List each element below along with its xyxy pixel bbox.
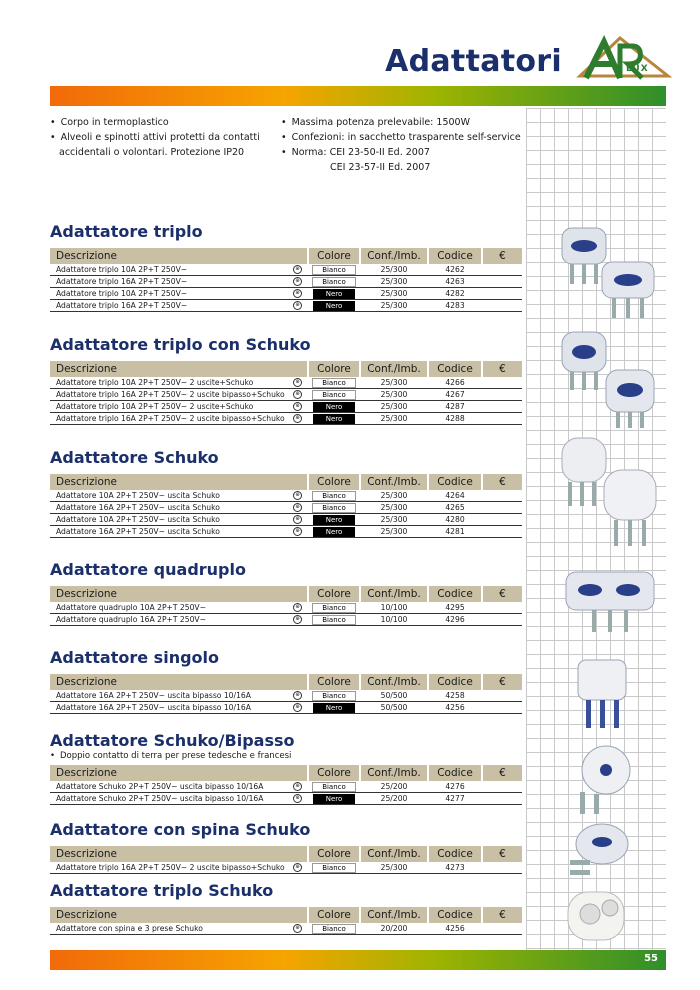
- table-row: [50, 526, 522, 538]
- row-conf: 25/300: [360, 526, 428, 538]
- description-text: Adattatore Schuko 2P+T 250V~ uscita bipasso 10/16A: [56, 782, 264, 791]
- table-row: [50, 300, 522, 312]
- row-color: [308, 377, 360, 389]
- brand-logo: [576, 32, 672, 82]
- row-conf: 25/300: [360, 401, 428, 413]
- product-image-singolo: [572, 656, 632, 732]
- row-conf: 25/300: [360, 264, 428, 276]
- page-title: Adattatori: [385, 44, 562, 79]
- description-text: Adattatore triplo 10A 2P+T 250V~ 2 uscite+Schuko: [56, 402, 254, 411]
- certification-icon: ⊕: [293, 603, 302, 612]
- description-text: Adattatore triplo 16A 2P+T 250V~: [56, 301, 188, 310]
- row-price: [482, 413, 522, 425]
- row-code: 4262: [428, 264, 482, 276]
- row-description: [50, 502, 308, 514]
- header-codice: Codice: [428, 907, 482, 923]
- feature-item: • Confezioni: in sacchetto trasparente self-service: [281, 130, 521, 145]
- row-price: [482, 514, 522, 526]
- color-chip: Bianco: [312, 277, 356, 287]
- row-code: 4287: [428, 401, 482, 413]
- row-conf: 25/300: [360, 514, 428, 526]
- product-table: [50, 907, 522, 935]
- description-text: Adattatore quadruplo 16A 2P+T 250V~: [56, 615, 206, 624]
- row-color: [308, 614, 360, 626]
- table-row: [50, 288, 522, 300]
- header-descrizione: Descrizione: [50, 586, 308, 602]
- description-text: Adattatore Schuko 2P+T 250V~ uscita bipasso 10/16A: [56, 794, 264, 803]
- table-row: [50, 614, 522, 626]
- row-price: [482, 923, 522, 935]
- row-price: [482, 502, 522, 514]
- color-chip: Nero: [313, 301, 355, 311]
- row-color: [308, 602, 360, 614]
- row-conf: 25/300: [360, 300, 428, 312]
- table-row: [50, 923, 522, 935]
- feature-item: • Alveoli e spinotti attivi protetti da contatti: [50, 130, 260, 145]
- row-price: [482, 288, 522, 300]
- row-code: 4280: [428, 514, 482, 526]
- section-title: Adattatore triplo con Schuko: [50, 335, 311, 354]
- header-colore: Colore: [308, 846, 360, 862]
- header-colore: Colore: [308, 586, 360, 602]
- header-codice: Codice: [428, 765, 482, 781]
- color-chip: Nero: [313, 414, 355, 424]
- table-row: [50, 377, 522, 389]
- certification-icon: ⊕: [293, 863, 302, 872]
- color-chip: Bianco: [312, 491, 356, 501]
- color-chip: Nero: [313, 527, 355, 537]
- table-row: [50, 401, 522, 413]
- row-description: [50, 702, 308, 714]
- row-price: [482, 614, 522, 626]
- row-conf: 25/300: [360, 276, 428, 288]
- certification-icon: ⊕: [293, 794, 302, 803]
- section-title: Adattatore Schuko: [50, 448, 219, 467]
- product-image-triplo: [556, 222, 662, 324]
- section-title: Adattatore singolo: [50, 648, 219, 667]
- description-text: Adattatore 10A 2P+T 250V~ uscita Schuko: [56, 491, 220, 500]
- section-title: Adattatore triplo: [50, 222, 203, 241]
- row-color: [308, 288, 360, 300]
- certification-icon: ⊕: [293, 503, 302, 512]
- row-description: [50, 514, 308, 526]
- certification-icon: ⊕: [293, 390, 302, 399]
- description-text: Adattatore 16A 2P+T 250V~ uscita bipasso 10/16A: [56, 691, 251, 700]
- header-conf: Conf./Imb.: [360, 361, 428, 377]
- row-color: [308, 526, 360, 538]
- header-price: €: [482, 674, 522, 690]
- row-description: [50, 264, 308, 276]
- row-conf: 25/200: [360, 781, 428, 793]
- header-conf: Conf./Imb.: [360, 846, 428, 862]
- description-text: Adattatore 16A 2P+T 250V~ uscita Schuko: [56, 527, 220, 536]
- header-colore: Colore: [308, 361, 360, 377]
- description-text: Adattatore 10A 2P+T 250V~ uscita Schuko: [56, 515, 220, 524]
- certification-icon: ⊕: [293, 265, 302, 274]
- logo-text: LUX: [626, 64, 649, 74]
- row-code: 4256: [428, 702, 482, 714]
- row-code: 4266: [428, 377, 482, 389]
- table-row: [50, 690, 522, 702]
- row-code: 4273: [428, 862, 482, 874]
- color-chip: Bianco: [312, 603, 356, 613]
- row-code: 4265: [428, 502, 482, 514]
- header-descrizione: Descrizione: [50, 248, 308, 264]
- product-table: [50, 674, 522, 714]
- header-conf: Conf./Imb.: [360, 248, 428, 264]
- row-conf: 25/200: [360, 793, 428, 805]
- header-codice: Codice: [428, 846, 482, 862]
- row-price: [482, 793, 522, 805]
- header-price: €: [482, 248, 522, 264]
- header-descrizione: Descrizione: [50, 907, 308, 923]
- row-description: [50, 793, 308, 805]
- header-price: €: [482, 765, 522, 781]
- table-row: [50, 781, 522, 793]
- row-price: [482, 377, 522, 389]
- row-conf: 25/300: [360, 288, 428, 300]
- bottom-color-bar: [50, 950, 666, 970]
- row-color: [308, 401, 360, 413]
- row-description: [50, 923, 308, 935]
- color-chip: Nero: [313, 402, 355, 412]
- table-row: [50, 862, 522, 874]
- description-text: Adattatore 16A 2P+T 250V~ uscita bipasso 10/16A: [56, 703, 251, 712]
- row-conf: 25/300: [360, 377, 428, 389]
- color-chip: Bianco: [312, 503, 356, 513]
- row-description: [50, 490, 308, 502]
- row-conf: 10/100: [360, 602, 428, 614]
- table-row: [50, 514, 522, 526]
- row-color: [308, 514, 360, 526]
- description-text: Adattatore con spina e 3 prese Schuko: [56, 924, 203, 933]
- section-title: Adattatore con spina Schuko: [50, 820, 311, 839]
- row-conf: 50/500: [360, 702, 428, 714]
- row-description: [50, 602, 308, 614]
- feature-item-cont: CEI 23-57-II Ed. 2007: [330, 162, 431, 173]
- description-text: Adattatore triplo 16A 2P+T 250V~: [56, 277, 188, 286]
- row-code: 4277: [428, 793, 482, 805]
- header-codice: Codice: [428, 674, 482, 690]
- header-price: €: [482, 474, 522, 490]
- color-chip: Bianco: [312, 782, 356, 792]
- header-conf: Conf./Imb.: [360, 674, 428, 690]
- row-price: [482, 862, 522, 874]
- product-table: [50, 765, 522, 805]
- certification-icon: ⊕: [293, 527, 302, 536]
- row-color: [308, 264, 360, 276]
- header-conf: Conf./Imb.: [360, 765, 428, 781]
- row-price: [482, 602, 522, 614]
- certification-icon: ⊕: [293, 378, 302, 387]
- row-code: 4276: [428, 781, 482, 793]
- row-conf: 25/300: [360, 862, 428, 874]
- row-code: 4281: [428, 526, 482, 538]
- row-description: [50, 389, 308, 401]
- color-chip: Bianco: [312, 924, 356, 934]
- product-image-triplo-schuko: [556, 328, 662, 432]
- certification-icon: ⊕: [293, 402, 302, 411]
- header-colore: Colore: [308, 907, 360, 923]
- header-colore: Colore: [308, 765, 360, 781]
- header-codice: Codice: [428, 248, 482, 264]
- row-color: [308, 490, 360, 502]
- description-text: Adattatore triplo 10A 2P+T 250V~ 2 uscite+Schuko: [56, 378, 254, 387]
- row-conf: 25/300: [360, 502, 428, 514]
- certification-icon: ⊕: [293, 289, 302, 298]
- color-chip: Nero: [313, 794, 355, 804]
- row-price: [482, 702, 522, 714]
- row-description: [50, 276, 308, 288]
- header-descrizione: Descrizione: [50, 361, 308, 377]
- product-table: [50, 248, 522, 312]
- row-color: [308, 413, 360, 425]
- row-price: [482, 264, 522, 276]
- row-color: [308, 502, 360, 514]
- certification-icon: ⊕: [293, 615, 302, 624]
- section-title: Adattatore triplo Schuko: [50, 881, 274, 900]
- row-description: [50, 614, 308, 626]
- table-row: [50, 490, 522, 502]
- header-colore: Colore: [308, 474, 360, 490]
- color-chip: Nero: [313, 703, 355, 713]
- table-row: [50, 264, 522, 276]
- row-color: [308, 793, 360, 805]
- certification-icon: ⊕: [293, 703, 302, 712]
- header-price: €: [482, 586, 522, 602]
- row-code: 4296: [428, 614, 482, 626]
- section-title: Adattatore Schuko/Bipasso: [50, 731, 295, 750]
- header-codice: Codice: [428, 474, 482, 490]
- certification-icon: ⊕: [293, 782, 302, 791]
- row-description: [50, 526, 308, 538]
- feature-item: • Norma: CEI 23-50-II Ed. 2007: [281, 145, 521, 160]
- section-title: Adattatore quadruplo: [50, 560, 246, 579]
- product-table: [50, 474, 522, 538]
- row-conf: 50/500: [360, 690, 428, 702]
- table-row: [50, 702, 522, 714]
- product-image-schuko: [556, 436, 662, 556]
- certification-icon: ⊕: [293, 924, 302, 933]
- row-conf: 10/100: [360, 614, 428, 626]
- features-right: [281, 115, 521, 175]
- certification-icon: ⊕: [293, 414, 302, 423]
- row-price: [482, 300, 522, 312]
- table-row: [50, 502, 522, 514]
- row-code: 4258: [428, 690, 482, 702]
- row-color: [308, 862, 360, 874]
- row-description: [50, 377, 308, 389]
- header-conf: Conf./Imb.: [360, 907, 428, 923]
- product-image-quadruplo: [562, 568, 658, 636]
- row-code: 4282: [428, 288, 482, 300]
- top-color-bar: [50, 86, 666, 106]
- table-row: [50, 602, 522, 614]
- product-table: [50, 586, 522, 626]
- product-image-schuko-bipasso: [574, 740, 634, 816]
- header-codice: Codice: [428, 586, 482, 602]
- row-description: [50, 288, 308, 300]
- table-row: [50, 389, 522, 401]
- description-text: Adattatore triplo 10A 2P+T 250V~: [56, 289, 188, 298]
- header-colore: Colore: [308, 248, 360, 264]
- certification-icon: ⊕: [293, 301, 302, 310]
- header-conf: Conf./Imb.: [360, 474, 428, 490]
- row-description: [50, 862, 308, 874]
- section-note: • Doppio contatto di terra per prese tedesche e francesi: [50, 751, 291, 761]
- description-text: Adattatore triplo 10A 2P+T 250V~: [56, 265, 188, 274]
- color-chip: Bianco: [312, 378, 356, 388]
- header-price: €: [482, 361, 522, 377]
- header-conf: Conf./Imb.: [360, 586, 428, 602]
- row-code: 4267: [428, 389, 482, 401]
- page-number: 55: [644, 953, 658, 964]
- description-text: Adattatore 16A 2P+T 250V~ uscita Schuko: [56, 503, 220, 512]
- header-colore: Colore: [308, 674, 360, 690]
- table-row: [50, 276, 522, 288]
- description-text: Adattatore triplo 16A 2P+T 250V~ 2 uscite bipasso+Schuko: [56, 414, 285, 423]
- feature-item: • Corpo in termoplastico: [50, 115, 260, 130]
- row-price: [482, 690, 522, 702]
- color-chip: Bianco: [312, 691, 356, 701]
- description-text: Adattatore triplo 16A 2P+T 250V~ 2 uscite bipasso+Schuko: [56, 863, 285, 872]
- header-descrizione: Descrizione: [50, 474, 308, 490]
- row-code: 4264: [428, 490, 482, 502]
- row-code: 4288: [428, 413, 482, 425]
- row-conf: 25/300: [360, 413, 428, 425]
- color-chip: Nero: [313, 515, 355, 525]
- color-chip: Nero: [313, 289, 355, 299]
- header-codice: Codice: [428, 361, 482, 377]
- certification-icon: ⊕: [293, 515, 302, 524]
- row-price: [482, 526, 522, 538]
- row-color: [308, 781, 360, 793]
- features-left: [50, 115, 260, 160]
- header-price: €: [482, 907, 522, 923]
- row-price: [482, 276, 522, 288]
- row-code: 4283: [428, 300, 482, 312]
- product-table: [50, 361, 522, 425]
- row-description: [50, 413, 308, 425]
- row-price: [482, 401, 522, 413]
- row-conf: 25/300: [360, 490, 428, 502]
- product-image-spina-schuko: [562, 820, 634, 882]
- certification-icon: ⊕: [293, 277, 302, 286]
- header-price: €: [482, 846, 522, 862]
- row-conf: 25/300: [360, 389, 428, 401]
- color-chip: Bianco: [312, 265, 356, 275]
- row-price: [482, 490, 522, 502]
- row-conf: 20/200: [360, 923, 428, 935]
- row-description: [50, 781, 308, 793]
- row-color: [308, 702, 360, 714]
- row-price: [482, 389, 522, 401]
- certification-icon: ⊕: [293, 691, 302, 700]
- color-chip: Bianco: [312, 615, 356, 625]
- row-code: 4256: [428, 923, 482, 935]
- header-descrizione: Descrizione: [50, 674, 308, 690]
- product-table: [50, 846, 522, 874]
- row-color: [308, 923, 360, 935]
- header-descrizione: Descrizione: [50, 846, 308, 862]
- row-color: [308, 690, 360, 702]
- color-chip: Bianco: [312, 863, 356, 873]
- row-description: [50, 690, 308, 702]
- row-price: [482, 781, 522, 793]
- header-descrizione: Descrizione: [50, 765, 308, 781]
- table-row: [50, 413, 522, 425]
- certification-icon: ⊕: [293, 491, 302, 500]
- row-description: [50, 300, 308, 312]
- row-code: 4263: [428, 276, 482, 288]
- feature-item: • Massima potenza prelevabile: 1500W: [281, 115, 521, 130]
- row-color: [308, 300, 360, 312]
- color-chip: Bianco: [312, 390, 356, 400]
- description-text: Adattatore triplo 16A 2P+T 250V~ 2 uscite bipasso+Schuko: [56, 390, 285, 399]
- feature-item-cont: accidentali o volontari. Protezione IP20: [59, 147, 245, 158]
- table-row: [50, 793, 522, 805]
- row-description: [50, 401, 308, 413]
- row-color: [308, 389, 360, 401]
- description-text: Adattatore quadruplo 10A 2P+T 250V~: [56, 603, 206, 612]
- product-image-triplo-schuko: [560, 884, 634, 946]
- row-code: 4295: [428, 602, 482, 614]
- row-color: [308, 276, 360, 288]
